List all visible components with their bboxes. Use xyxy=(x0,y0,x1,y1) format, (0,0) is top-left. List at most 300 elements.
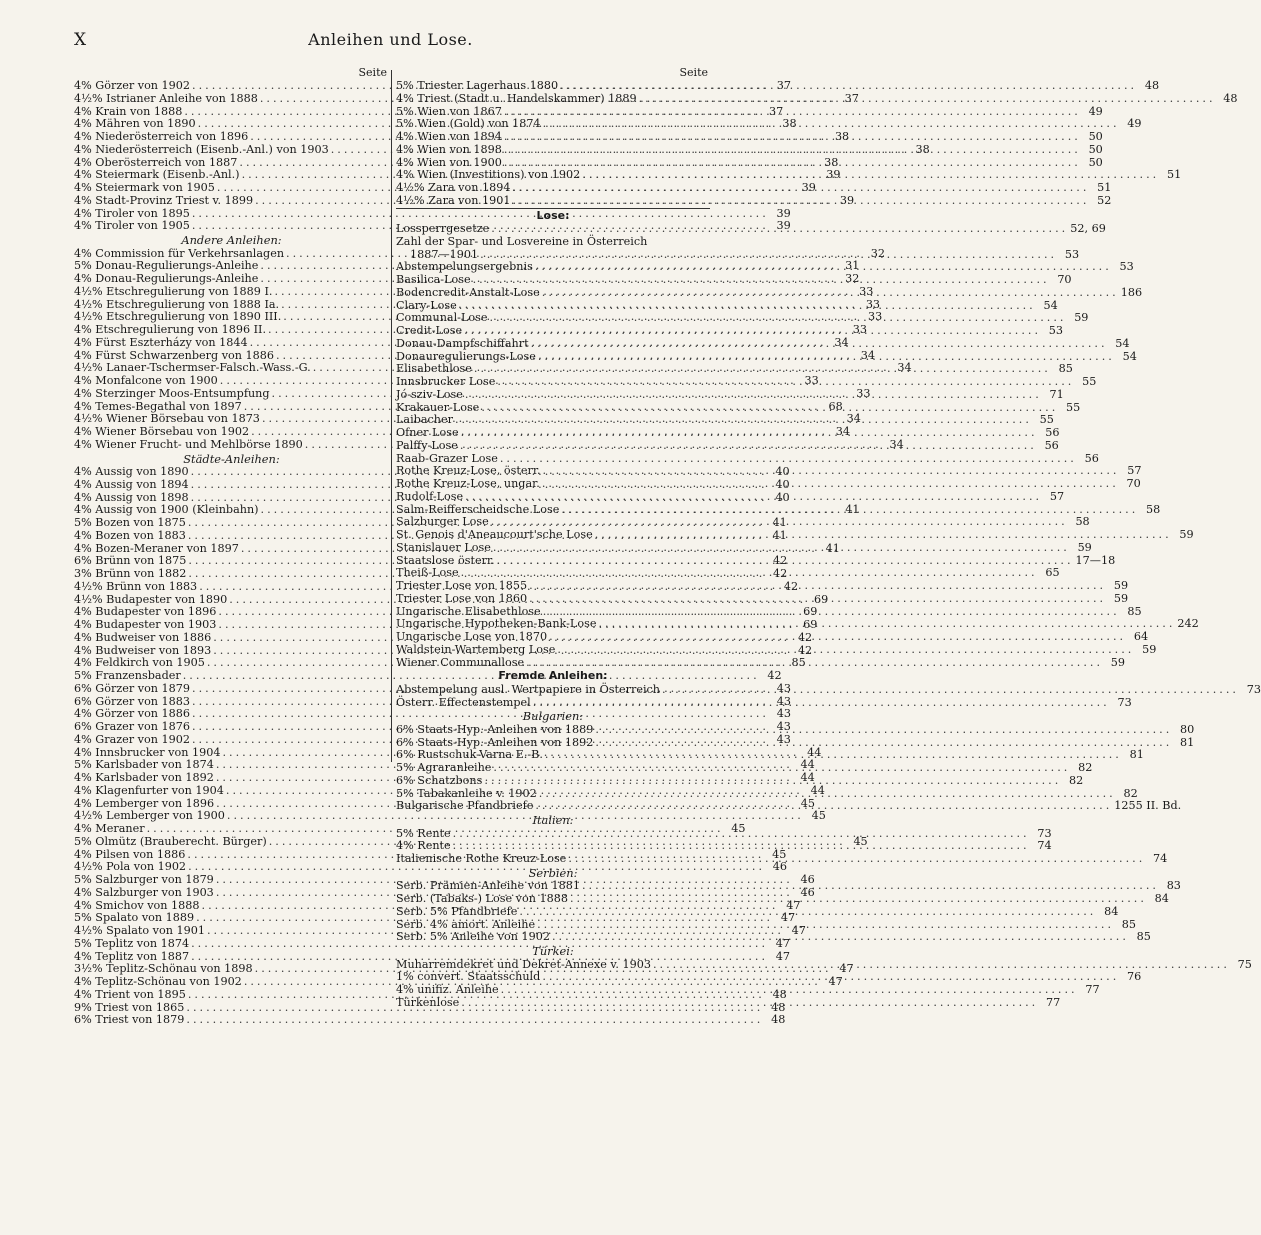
entry-page: 17—18 xyxy=(1075,553,1116,567)
entry-title: 4% Trient von 1895 xyxy=(74,987,186,1001)
entry-page: 59 xyxy=(1074,311,1089,325)
entry-title: 5% Donau-Regulierungs-Anleihe xyxy=(74,259,259,273)
entry-page: 39 xyxy=(776,219,791,233)
entry-page: 80 xyxy=(1180,722,1195,736)
entry-page: 76 xyxy=(1127,970,1142,984)
entry-page: 42 xyxy=(797,643,813,657)
entry-title: 4% Donau-Regulierungs-Anleihe xyxy=(74,272,259,285)
index-entry xyxy=(396,236,710,249)
entry-page: 45 xyxy=(853,834,868,848)
entry-title: 4½% Brünn von 1883 xyxy=(74,579,198,593)
leader-dots xyxy=(519,906,1096,919)
entry-title: Serb. (Tabaks-) Lose von 1888 xyxy=(396,892,568,905)
entry-page: 34 xyxy=(846,412,861,426)
entry-page: 33 xyxy=(852,323,867,336)
entry-page: 82 xyxy=(1123,786,1138,800)
leader-dots xyxy=(465,491,1042,504)
entry-title: 4% Aussig von 1900 (Kleinbahn) xyxy=(74,503,259,517)
entry-title: 4% Budweiser von 1886 xyxy=(74,630,212,644)
entry-page: 50 xyxy=(1088,142,1103,156)
entry-title: 4½% Budapester von 1890 xyxy=(74,592,228,606)
entry-page: 64 xyxy=(1133,630,1149,643)
entry-title: 6% Staats-Hyp.-Anleihen von 1889 xyxy=(396,722,594,736)
entry-title: 4% Fürst Eszterházy von 1844 xyxy=(74,335,248,349)
entry-title: Elisabethlose xyxy=(396,362,472,376)
entry-title: 5% Karlsbader von 1874 xyxy=(74,758,214,772)
entry-title: 1887—1901 xyxy=(410,247,479,261)
entry-page: 47 xyxy=(828,975,843,988)
section-heading: Serbien: xyxy=(528,865,578,880)
entry-title: Innsbrucker Lose xyxy=(396,375,496,388)
entry-title: Salm-Reifferscheidsche Lose xyxy=(396,502,560,516)
entry-page: 55 xyxy=(1082,375,1097,388)
entry-title: 4% Teplitz-Schönau von 1902 xyxy=(74,975,242,988)
entry-title: 4% Budapester von 1896 xyxy=(74,605,217,619)
entry-title: 5% Spalato von 1889 xyxy=(74,911,195,925)
entry-title: Ungarische Hypotheken-Bank-Lose xyxy=(396,617,597,631)
entry-page: 38 xyxy=(824,155,839,169)
entry-page: 43 xyxy=(776,694,791,708)
entry-page: 44 xyxy=(800,771,815,784)
entry-page: 186 xyxy=(1120,285,1143,299)
entry-page: 40 xyxy=(775,477,790,491)
entry-title: 4% Budweiser von 1893 xyxy=(74,643,212,657)
entry-page: 45 xyxy=(731,822,746,835)
section-heading: Andere Anleihen: xyxy=(181,233,282,247)
entry-title: 4% Rente xyxy=(396,839,451,853)
entry-page: 39 xyxy=(839,193,855,207)
entry-page: 46 xyxy=(800,885,815,899)
entry-title: Rothe Kreuz-Lose, ungar. xyxy=(396,477,540,490)
entry-page: 54 xyxy=(1115,336,1130,350)
entry-page: 34 xyxy=(835,425,851,438)
entry-page: 59 xyxy=(1113,579,1129,592)
entry-page: 69 xyxy=(803,618,818,631)
entry-title: Jó-sziv-Lose xyxy=(396,387,463,401)
entry-page: 59 xyxy=(1142,642,1157,656)
entry-page: 53 xyxy=(1064,247,1080,261)
entry-title: 4% Krain von 1888 xyxy=(74,104,183,118)
entry-page: 46 xyxy=(772,860,788,874)
entry-page: 54 xyxy=(1043,298,1058,312)
entry-title: 4% Temes-Begathal von 1897 xyxy=(74,399,242,413)
entry-page: 45 xyxy=(772,847,787,861)
entry-page: 34 xyxy=(834,335,849,349)
entry-title: 4½% Etschregulierung von 1889 I. xyxy=(74,284,273,298)
entry-title: 4% Sterzinger Moos-Entsumpfung xyxy=(74,386,270,400)
entry-title: 4% Niederösterreich (Eisenb.-Anl.) von 1903 xyxy=(74,142,329,156)
entry-title: Wiener Communallose xyxy=(396,655,525,669)
leader-dots xyxy=(529,580,1106,593)
entry-title: 1% convert. Staatsschuld xyxy=(396,970,541,984)
entry-title: 5% Wien (Gold) von 1874 xyxy=(396,117,541,131)
entry-page: 1255 II. Bd. xyxy=(1114,799,1182,813)
entry-page: 85 xyxy=(1121,917,1137,931)
entry-title: 4% Tiroler von 1895 xyxy=(74,206,190,220)
entry-title: 4% Bozen-Meraner von 1897 xyxy=(74,541,239,555)
entry-title: 6% Grazer von 1876 xyxy=(74,720,190,733)
entry-title: 4% Wien (Investitions) von 1902 xyxy=(396,168,581,182)
entry-page: 69 xyxy=(803,605,818,619)
entry-page: 39 xyxy=(776,206,791,220)
entry-title: 4½% Zara von 1894 xyxy=(396,181,511,194)
entry-title: 5% Rente xyxy=(396,826,451,840)
entry-page: 40 xyxy=(775,490,790,504)
leader-dots xyxy=(549,631,1126,644)
entry-title: 4% Teplitz von 1887 xyxy=(74,949,190,963)
entry-title: 4% Aussig von 1894 xyxy=(74,477,189,491)
entry-page: 85 xyxy=(1058,362,1073,376)
entry-page: 53 xyxy=(1048,324,1064,337)
entry-title: Raab-Grazer Lose xyxy=(396,451,498,465)
entry-title: 4% Tiroler von 1905 xyxy=(74,219,190,233)
leader-dots xyxy=(557,644,1134,657)
entry-page: 51 xyxy=(1166,168,1182,182)
entry-page: 52, 69 xyxy=(1070,222,1106,235)
entry-title: 4% Innsbrucker von 1904 xyxy=(74,745,221,759)
entry-page: 85 xyxy=(791,656,806,670)
entry-title: 3½% Teplitz-Schönau von 1898 xyxy=(74,962,253,976)
leader-dots xyxy=(533,694,1110,710)
entry-page: 42 xyxy=(767,669,782,682)
leader-dots xyxy=(542,478,1119,491)
entry-title: 4% unifiz. Anleihe xyxy=(396,983,499,996)
entry-page: 82 xyxy=(1069,773,1084,787)
entry-page: 73 xyxy=(1117,695,1132,709)
leader-dots xyxy=(504,144,1081,157)
entry-page: 75 xyxy=(1237,957,1252,971)
section-heading: Bulgarien: xyxy=(522,709,584,724)
entry-page: 48 xyxy=(772,987,787,1001)
entry-page: 54 xyxy=(1122,349,1137,363)
leader-dots xyxy=(662,681,1239,697)
entry-title: 4% Wiener Börsebau von 1902 xyxy=(74,425,250,438)
leader-dots xyxy=(461,997,1038,1010)
entry-title: Triester Lose von 1860 xyxy=(396,591,528,605)
entry-page: 56 xyxy=(1045,426,1060,439)
entry-title: Donau-Dampfschiffahrt xyxy=(396,336,529,350)
entry-page: 41 xyxy=(845,503,860,517)
entry-page: 73 xyxy=(1037,826,1052,840)
entry-page: 47 xyxy=(839,962,854,976)
entry-title: 3% Brünn von 1882 xyxy=(74,567,187,580)
leader-dots xyxy=(512,182,1089,195)
entry-title: Serb. Prämien-Anleihe von 1881 xyxy=(396,879,580,893)
entry-page: 49 xyxy=(1127,117,1142,131)
section-heading: Lose: xyxy=(396,208,710,224)
entry-page: 47 xyxy=(780,911,796,925)
entry-page: 38 xyxy=(834,130,850,143)
entry-page: 33 xyxy=(867,310,883,324)
entry-page: 43 xyxy=(776,720,791,733)
entry-page: 73 xyxy=(1246,682,1261,696)
entry-page: 47 xyxy=(791,924,806,937)
entry-title: 4% Smichov von 1888 xyxy=(74,898,200,912)
entry-page: 47 xyxy=(775,936,791,950)
leader-dots xyxy=(464,325,1041,338)
entry-page: 31 xyxy=(845,259,860,273)
entry-page: 48 xyxy=(771,1000,786,1014)
entry-page: 51 xyxy=(1097,181,1112,194)
entry-page: 58 xyxy=(1075,515,1090,529)
entry-title: Rudolf-Lose xyxy=(396,489,464,503)
leader-dots xyxy=(595,724,1172,737)
entry-title: 6% Triest von 1879 xyxy=(74,1013,185,1027)
entry-page: 33 xyxy=(859,284,874,298)
entry-title: 4½% Spalato von 1901 xyxy=(74,924,205,937)
leader-dots xyxy=(186,1014,763,1027)
entry-page: 37 xyxy=(769,104,784,118)
entry-title: Salzburger Lose xyxy=(396,515,489,529)
leader-dots xyxy=(504,131,1081,144)
entry-title: Rothe Kreuz-Lose, österr. xyxy=(396,464,541,478)
entry-page: 33 xyxy=(856,386,871,400)
entry-page: 44 xyxy=(800,758,815,772)
entry-page: 45 xyxy=(800,796,816,810)
entry-page: 43 xyxy=(776,732,791,746)
entry-title: 4% Karlsbader von 1892 xyxy=(74,771,214,784)
entry-title: 5% Triester Lagerhaus 1880 xyxy=(396,79,559,92)
entry-title: 5% Franzensbader xyxy=(74,669,181,682)
entry-title: Credit-Lose xyxy=(396,324,463,337)
entry-title: 4½% Etschregulierung von 1888 Ia. xyxy=(74,297,280,311)
entry-title: 4½% Lemberger von 1900 xyxy=(74,809,225,823)
entry-title: Palffy-Lose xyxy=(396,438,458,452)
entry-title: Abstempelung ausl. Wertpapiere in Österreich xyxy=(396,682,661,696)
entry-title: 4½% Istrianer Anleihe von 1888 xyxy=(74,91,258,105)
entry-page: 34 xyxy=(889,437,904,451)
entry-page: 50 xyxy=(1088,155,1103,169)
leader-dots xyxy=(560,80,1137,93)
entry-page: 33 xyxy=(865,297,881,311)
entry-page: 56 xyxy=(1044,438,1059,452)
entry-title: Türkenlose xyxy=(396,995,460,1009)
entry-title: 4% Aussig von 1890 xyxy=(74,465,189,478)
entry-title: 6% Rustschuk-Varna E.-B. xyxy=(396,748,543,762)
entry-title: Basilica-Lose xyxy=(396,273,471,286)
entry-page: 41 xyxy=(772,516,787,529)
entry-title: Staatslose österr. xyxy=(396,553,495,567)
entry-page: 32 xyxy=(870,246,885,260)
entry-title: 4% Wien von 1898 xyxy=(396,142,502,156)
entry-title: 4% Niederösterreich von 1896 xyxy=(74,130,249,143)
entry-page: 242 xyxy=(1177,617,1199,631)
entry-title: Ofner Lose xyxy=(396,426,459,439)
entry-page: 55 xyxy=(1039,413,1054,427)
entry-title: 6% Brünn von 1875 xyxy=(74,554,187,568)
entry-page: 84 xyxy=(1104,904,1119,918)
entry-page: 33 xyxy=(804,374,819,387)
entry-title: 6% Görzer von 1879 xyxy=(74,681,191,695)
entry-title: 5% Bozen von 1875 xyxy=(74,516,186,529)
entry-title: 4% Salzburger von 1903 xyxy=(74,885,214,899)
leader-dots xyxy=(460,437,1037,453)
entry-page: 58 xyxy=(1146,502,1161,516)
entry-page: 41 xyxy=(772,528,787,542)
entry-page: 55 xyxy=(1066,400,1081,414)
entry-title: 4% Wien von 1894 xyxy=(396,130,502,143)
entry-page: 85 xyxy=(1127,604,1142,618)
entry-page: 34 xyxy=(860,348,875,362)
entry-title: 5% Salzburger von 1879 xyxy=(74,873,214,886)
entry-title: Communal-Lose xyxy=(396,311,488,325)
entry-page: 42 xyxy=(773,554,788,568)
entry-title: 4½% Etschregulierung von 1890 III. xyxy=(74,310,282,324)
entry-page: 48 xyxy=(771,1013,786,1027)
entry-page: 59 xyxy=(1113,591,1129,605)
entry-page: 74 xyxy=(1153,852,1168,865)
index-entry xyxy=(74,1013,786,1027)
leader-dots xyxy=(493,762,1070,775)
entry-page: 52 xyxy=(1097,193,1112,207)
entry-title: 4% Klagenfurter von 1904 xyxy=(74,783,224,797)
entry-page: 59 xyxy=(1110,655,1126,669)
entry-page: 68 xyxy=(828,399,843,413)
leader-dots xyxy=(526,657,1103,670)
entry-title: 4% Commission für Verkehrsanlagen xyxy=(74,246,285,260)
section-heading: Fremde Anleihen: xyxy=(498,669,608,683)
entry-page: 44 xyxy=(810,783,825,797)
leader-dots xyxy=(484,775,1061,788)
entry-title: 4% Etschregulierung von 1896 II. xyxy=(74,323,267,336)
entry-title: 4% Lemberger von 1896 xyxy=(74,796,215,810)
entry-title: 4% Pilsen von 1886 xyxy=(74,847,186,861)
leader-dots xyxy=(493,542,1070,555)
entry-title: 4½% Zara von 1901 xyxy=(396,193,511,207)
entry-title: Bulgarische Pfandbriefe xyxy=(396,799,534,813)
entry-title: 4½% Lanaer-Tschermser-Falsch.-Wass.-G. xyxy=(74,361,311,375)
entry-title: Waldstein-Wartemberg Lose xyxy=(396,642,556,656)
entry-title: 4½% Pola von 1902 xyxy=(74,860,187,874)
leader-dots xyxy=(542,284,1119,300)
entry-title: Ungarische Lose von 1870 xyxy=(396,630,548,643)
entry-title: 4% Steiermark (Eisenb.-Anl.) xyxy=(74,168,240,182)
entry-title: Bodencredit-Anstalt-Lose xyxy=(396,285,540,299)
entry-title: 6% Staats-Hyp.-Anleihen von 1892 xyxy=(396,735,594,749)
entry-title: 5% Tabakanleihe v. 1902 xyxy=(396,786,537,800)
entry-title: 4% Stadt-Provinz Triest v. 1899 xyxy=(74,193,254,207)
seite-label: Seite xyxy=(679,66,708,79)
section-heading: Städte-Anleihen: xyxy=(183,451,280,466)
entry-page: 46 xyxy=(800,873,815,886)
entry-page: 42 xyxy=(783,579,799,593)
page-number: X xyxy=(74,30,87,50)
entry-title: Theiß-Lose xyxy=(396,566,459,580)
entry-title: 4% Triest (Stadt u. Handelskammer) 1889 xyxy=(396,91,637,105)
entry-page: 38 xyxy=(915,142,930,156)
entry-title: Zahl der Spar- und Losvereine in Österreich xyxy=(396,234,648,248)
entry-page: 43 xyxy=(776,707,791,721)
entry-title: St. Genois d'Aneaucourt'sche Lose xyxy=(396,528,593,541)
entry-page: 47 xyxy=(775,949,791,963)
leader-dots xyxy=(491,223,1068,236)
entry-page: 74 xyxy=(1037,839,1052,853)
entry-page: 50 xyxy=(1088,130,1103,143)
entry-title: Italienische Rothe Kreuz-Lose xyxy=(396,852,567,865)
entry-title: Serb. 5% Anleihe von 1902 xyxy=(396,930,550,944)
entry-title: Serb. 4% amort. Anleihe xyxy=(396,917,536,931)
entry-page: 37 xyxy=(844,91,859,105)
leader-dots xyxy=(531,335,1108,351)
entry-page: 48 xyxy=(1144,79,1160,92)
section-heading: Italien: xyxy=(532,813,574,827)
entry-title: 6% Görzer von 1883 xyxy=(74,694,191,708)
entry-title: 5% Agraranleihe xyxy=(396,761,492,774)
entry-page: 53 xyxy=(1119,260,1134,274)
entry-title: 4% Budapester von 1903 xyxy=(74,618,217,631)
entry-title: 4% Görzer von 1886 xyxy=(74,707,191,721)
entry-page: 39 xyxy=(826,168,841,182)
entry-title: Lossperrgesetze xyxy=(396,222,490,235)
entry-title: 4% Meraner xyxy=(74,822,145,835)
entry-title: 4% Aussig von 1898 xyxy=(74,490,189,504)
entry-title: 4% Feldkirch von 1905 xyxy=(74,656,205,670)
entry-title: 4% Fürst Schwarzenberg von 1886 xyxy=(74,348,274,362)
leader-dots xyxy=(552,931,1129,944)
entry-title: Stanislauer Lose xyxy=(396,540,491,554)
entry-title: 5% Wien von 1867 xyxy=(396,104,502,118)
entry-page: 43 xyxy=(776,681,791,695)
entry-title: Triester Lose von 1855 xyxy=(396,579,528,592)
leader-dots xyxy=(568,853,1145,866)
entry-title: 4% Wiener Frucht- und Mehlbörse 1890 xyxy=(74,437,303,451)
entry-page: 42 xyxy=(797,630,813,644)
leader-dots xyxy=(461,427,1038,440)
entry-title: Österr. Effectenstempel xyxy=(396,695,531,709)
entry-title: Ungarische Elisabethlose xyxy=(396,604,541,618)
entry-title: 4% Mähren von 1890 xyxy=(74,117,196,131)
entry-title: 4% Monfalcone von 1900 xyxy=(74,374,218,387)
entry-page: 48 xyxy=(1223,91,1238,105)
entry-page: 41 xyxy=(825,541,840,555)
entry-page: 82 xyxy=(1078,761,1093,774)
entry-title: 4½% Wiener Börsebau von 1873 xyxy=(74,412,260,426)
entry-page: 59 xyxy=(1077,540,1092,554)
entry-page: 84 xyxy=(1154,892,1169,905)
entry-title: 5% Teplitz von 1874 xyxy=(74,936,190,950)
entry-title: 4% Wien von 1900 xyxy=(396,155,502,169)
leader-dots xyxy=(497,376,1074,389)
entry-page: 32 xyxy=(845,272,860,285)
leader-dots xyxy=(512,195,1089,208)
leader-dots xyxy=(639,93,1216,106)
entry-page: 81 xyxy=(1180,735,1195,749)
entry-page: 77 xyxy=(1085,983,1100,996)
entry-page: 57 xyxy=(1127,464,1142,478)
entry-page: 85 xyxy=(1136,930,1151,944)
entry-page: 59 xyxy=(1179,528,1194,541)
entry-page: 47 xyxy=(786,898,801,912)
page-title: Anleihen und Lose. xyxy=(308,30,473,49)
entry-title: Laibacher xyxy=(396,413,453,427)
entry-page: 38 xyxy=(782,117,797,131)
entry-page: 81 xyxy=(1129,748,1144,762)
section-heading: Türkei: xyxy=(532,944,574,958)
entry-page: 45 xyxy=(811,809,826,823)
seite-label: Seite xyxy=(358,66,387,79)
entry-title: 6% Schatzbons xyxy=(396,773,483,787)
entry-page: 37 xyxy=(776,79,791,92)
leader-dots xyxy=(595,529,1172,542)
leader-dots xyxy=(529,593,1106,606)
entry-title: Donauregulierungs-Lose xyxy=(396,349,536,363)
entry-page: 34 xyxy=(897,361,912,375)
entry-title: 4% Görzer von 1902 xyxy=(74,79,191,92)
leader-dots xyxy=(501,984,1078,997)
entry-page: 44 xyxy=(807,745,822,759)
leader-dots xyxy=(535,796,1112,813)
entry-title: 4% Oberösterreich von 1887 xyxy=(74,155,238,169)
